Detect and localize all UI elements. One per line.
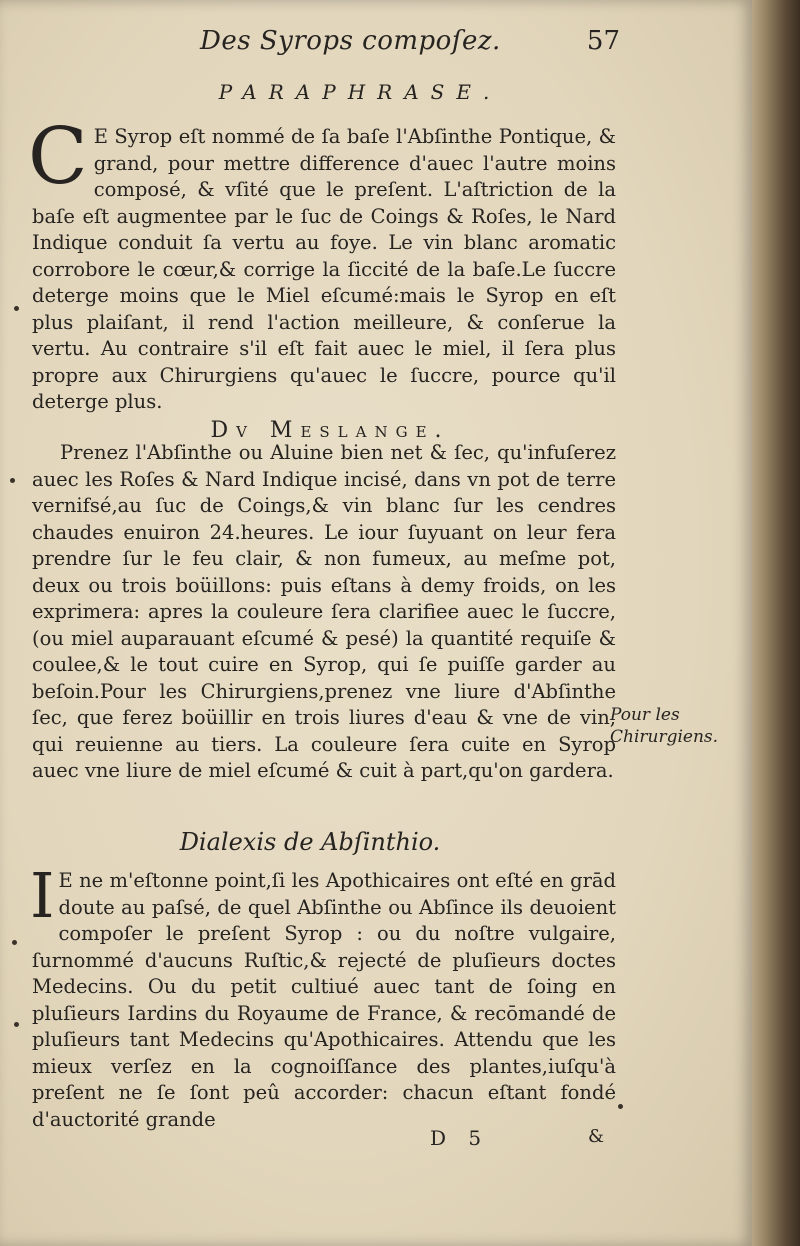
paragraph-text: E ne m'eſtonne point,ſi les Apothicaires ont eſté en grād doute au paſsé, de quel Abſinthe ou Abſince ils deuoient compoſer le preſent Syrop : ou du noſtre vulgaire, ſurnommé d'aucuns Ruſtic,& rejecté de pluſieurs doctes Medecins. Ou du petit cultiué auec tant de ſoing en pluſieurs Iardins du Royaume de France, & recōmandé de pluſieurs tant Medecins qu'Apothicaires. Attendu que les mieux verſez en la cognoiſſance des plantes,iuſqu'à preſent ne ſe ſont peû accorder: chacun eſtant fondé d'auctorité grande	[32, 869, 616, 1131]
heading-dialexis: Dialexis de Abſinthio.	[179, 828, 441, 856]
ink-speck	[12, 940, 17, 945]
heading-meslange: Dv Meslange.	[210, 418, 450, 443]
drop-capital: C	[28, 112, 88, 202]
paragraph-text: E Syrop eſt nommé de ſa baſe l'Abſinthe Pontique, & grand, pour mettre difference d'auec l'autre moins composé, & vſité que le preſent. L'aſtriction de la baſe eſt augmentee par le ſuc de Coings & Roſes, le Nard Indique conduit ſa vertu au foye. Le vin blanc aromatic corrobore le cœur,& corrige la ſiccité de la baſe.Le ſuccre deterge moins que le Miel eſcumé:mais le Syrop en eſt plus plaiſant, il rend l'action meilleure, & conſerue la vertu. Au contraire s'il eſt fait auec le miel, il ſera plus propre aux Chirurgiens qu'auec le ſuccre, pource qu'il deterge plus.	[32, 125, 616, 413]
paragraph-paraphrase	[28, 112, 616, 416]
drop-capital: I	[30, 859, 55, 932]
margin-note: Pour les Chirurgiens.	[610, 705, 719, 747]
ink-speck	[10, 478, 15, 483]
ink-speck	[618, 1104, 623, 1109]
running-title: Des Syrops compoſez.	[200, 26, 501, 56]
page-header	[200, 26, 620, 66]
heading-paraphrase: PARAPHRASE.	[218, 80, 502, 104]
ink-speck	[14, 306, 19, 311]
paragraph-meslange: Prenez l'Abſinthe ou Aluine bien net & ſec, qu'infuſerez auec les Roſes & Nard Indique incisé, dans vn pot de terre vernifsé,au ſuc de Coings,& vin blanc ſur les cendres chaudes enuiron 24.heures. Le iour ſuyuant on leur fera prendre ſur le feu clair, & non fumeux, au meſme pot, deux ou trois boüillons: puis eſtans à demy froids, on les exprimera: apres la couleure ſera clarifiee auec le ſuccre, (ou miel auparauant eſcumé & pesé) la quantité requiſe & coulee,& le tout cuire en Syrop, qui ſe puiſſe garder au beſoin.Pour les Chirurgiens,prenez vne liure d'Abſinthe ſec, que ferez boüillir en trois liures d'eau & vne de vin, qui reuienne au tiers. La couleure ſera cuite en Syrop auec vne liure de miel eſcumé & cuit à part,qu'on gardera.	[32, 441, 616, 782]
paragraph-dialexis	[30, 859, 616, 1133]
book-spine-edge	[752, 0, 800, 1246]
signature-mark: D 5	[430, 1126, 490, 1150]
ink-speck	[14, 1022, 19, 1027]
page-number: 57	[586, 26, 620, 56]
catchword: &	[588, 1126, 605, 1147]
